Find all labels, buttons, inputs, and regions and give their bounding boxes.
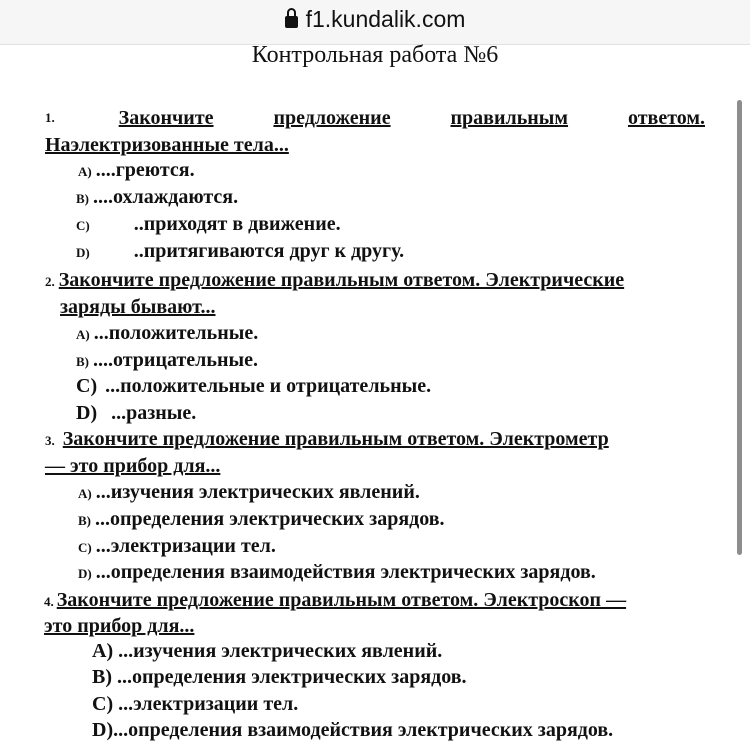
option [76, 374, 431, 398]
lock-icon [285, 16, 298, 28]
option-text: ...изучения электрических явлений. [118, 640, 443, 662]
option [76, 239, 404, 265]
browser-address-bar[interactable] [0, 0, 750, 45]
question-number: 2. [45, 274, 55, 289]
option [76, 401, 196, 425]
option-text: ...положительные и отрицательные. [105, 375, 432, 397]
question-number: 1. [45, 110, 55, 125]
option-text: ...определения электрических зарядов. [95, 508, 445, 530]
word: ответом. [627, 107, 705, 129]
option-label: C) [76, 375, 98, 397]
option [78, 560, 596, 586]
option-label: A) [76, 327, 90, 342]
option-label: A) [78, 164, 92, 179]
option [76, 348, 258, 374]
option-label: C) [92, 693, 114, 715]
question-text: Закончите предложение правильным ответом. Электроскоп — [56, 589, 627, 611]
option-label: B) [76, 191, 89, 206]
option [76, 212, 341, 238]
question-2-line2: заряды бывают... [60, 296, 216, 318]
option [92, 692, 298, 716]
question-4-line2: это прибор для... [44, 615, 195, 637]
option [78, 480, 420, 506]
option [92, 665, 467, 689]
word: Закончите [118, 107, 214, 129]
option-text: ....охлаждаются. [93, 186, 239, 208]
option-text: ...определения электрических зарядов. [117, 666, 467, 688]
question-1-line1 [45, 106, 705, 130]
option-text: ...разные. [111, 402, 197, 424]
question-2-line1 [45, 268, 624, 294]
question-3-line1 [45, 427, 609, 453]
option-label: C) [78, 540, 92, 555]
question-4-line1 [44, 588, 626, 614]
option-text: ...электризации тел. [118, 693, 299, 715]
option-label: D) [92, 719, 114, 741]
word: предложение [273, 107, 391, 129]
option-label: D) [76, 245, 90, 260]
question-number: 4. [44, 594, 54, 609]
option-text: ...определения взаимодействия электрических зарядов. [95, 561, 596, 583]
option-text: ...определения взаимодействия электрических зарядов. [113, 719, 614, 741]
option-text: ..приходят в движение. [133, 213, 341, 235]
option-label: A) [92, 640, 114, 662]
option-label: D) [78, 566, 92, 581]
option-label: A) [78, 486, 92, 501]
option [76, 185, 238, 211]
option-label: C) [76, 218, 90, 233]
option [78, 534, 276, 560]
option-label: B) [76, 354, 89, 369]
option-text: ...изучения электрических явлений. [95, 481, 420, 503]
url-display[interactable] [0, 6, 750, 33]
option-label: D) [76, 402, 98, 424]
option [76, 321, 258, 347]
question-text: Закончите предложение правильным ответом. Электрические [58, 269, 625, 291]
page-title: Контрольная работа №6 [251, 42, 499, 68]
question-text: Закончите предложение правильным ответом. Электрометр [62, 428, 609, 450]
word: правильным [450, 107, 569, 129]
option-text: ....отрицательные. [93, 349, 258, 371]
option-label: B) [78, 513, 91, 528]
option [78, 507, 445, 533]
url-text: f1.kundalik.com [305, 6, 466, 32]
option [78, 158, 195, 184]
question-number: 3. [45, 433, 55, 448]
question-3-line2: — это прибор для... [45, 455, 221, 477]
scrollbar[interactable] [737, 100, 742, 555]
option-text: ....греются. [95, 159, 195, 181]
option [92, 639, 442, 663]
option [92, 718, 613, 742]
question-1-line2: Наэлектризованные тела... [45, 134, 289, 156]
option-text: ...положительные. [93, 322, 259, 344]
option-text: ..притягиваются друг к другу. [133, 240, 405, 262]
option-text: ...электризации тел. [95, 535, 276, 557]
option-label: B) [92, 666, 112, 688]
